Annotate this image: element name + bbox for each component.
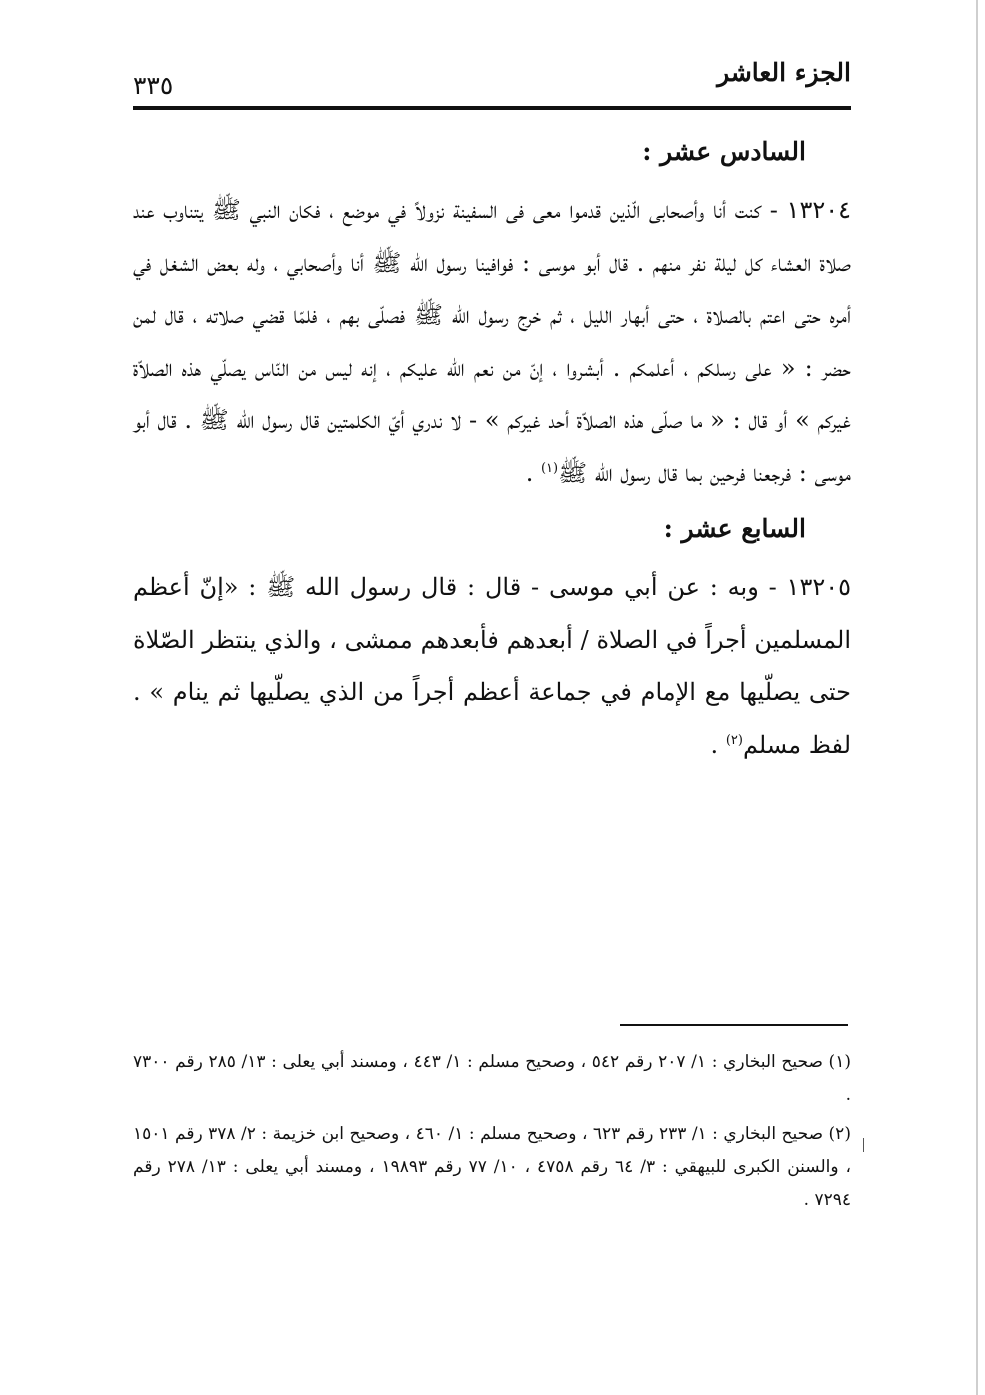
header-rule (133, 106, 851, 110)
section-heading: السابع عشر : (663, 514, 806, 543)
hadith-end: . (710, 730, 726, 759)
hadith-text: - كنت أنا وأصحابى الّذين قدموا معى فى السفينة نزولاً في موضع ، فكان النبي ﷺ يتناوب عند صلاة العشاء كل ليلة نفر منهم . قال أبو موسى : فوافينا رسول الله ﷺ أنا وأصحابي ، وله بعض الشغل في أمره حتى اعتم بالصلاة ، حتى أبهار الليل ، ثم خرج رسول الله ﷺ فصلّى بهم ، فلمّا قضي صلاته ، قال لمن حضر : « على رسلكم ، أعلمكم . أبشروا ، إنّ من نعم الله عليكم ، إنه ليس من النّاس يصلّي هذه الصلاّة غيركم » أو قال : « ما صلّى هذه الصلاّة أحد غيركم » - لا ندري أيّ الكلمتين قال رسول الله ﷺ . قال أبو موسى : فرجعنا فرحين بما قال رسول الله ﷺ (133, 196, 851, 487)
scan-mark (863, 1138, 864, 1152)
hadith-number: ١٣٢٠٥ (786, 573, 851, 601)
main-text (133, 120, 851, 771)
footnotes (133, 1046, 851, 1223)
hadith-paragraph (133, 561, 851, 771)
footnote: (١) صحيح البخاري : ١/ ٢٠٧ رقم ٥٤٢ ، وصحيح مسلم : ١/ ٤٤٣ ، ومسند أبي يعلى : ١٣/ ٢٨٥ رقم ٧٣٠٠ . (133, 1052, 851, 1105)
footnote-ref[interactable]: (١) (540, 460, 559, 476)
page-number: ٣٣٥ (133, 71, 174, 100)
footnote: (٢) صحيح البخاري : ١/ ٢٣٣ رقم ٦٢٣ ، وصحيح مسلم : ١/ ٤٦٠ ، وصحيح ابن خزيمة : ٢/ ٣٧٨ رقم ١٥٠١ ، والسنن الكبرى للبيهقي : ٣/ ٦٤ رقم ٤٧٥٨ ، ١٠/ ٧٧ رقم ١٩٨٩٣ ، ومسند أبي يعلى : ١٣/ ٢٧٨ رقم ٧٢٩٤ . (133, 1124, 851, 1210)
section-heading: السادس عشر : (642, 137, 806, 166)
scan-edge (976, 0, 978, 1395)
footnote-separator (620, 1024, 848, 1026)
running-title: الجزء العاشر (717, 58, 851, 87)
page-header (133, 58, 851, 108)
hadith-end: . (525, 458, 541, 487)
footnote-ref[interactable]: (٢) (725, 732, 743, 748)
hadith-text: - وبه : عن أبي موسى - قال : قال رسول الله ﷺ : «إنّ أعظم المسلمين أجراً في الصلاة / أبعدهم فأبعدهم ممشى ، والذي ينتظر الصّلاة حتى يصلّيها مع الإمام في جماعة أعظم أجراً من الذي يصلّيها ثم ينام » . لفظ مسلم (133, 573, 851, 759)
hadith-paragraph (133, 184, 851, 499)
hadith-number: ١٣٢٠٤ (786, 196, 851, 224)
